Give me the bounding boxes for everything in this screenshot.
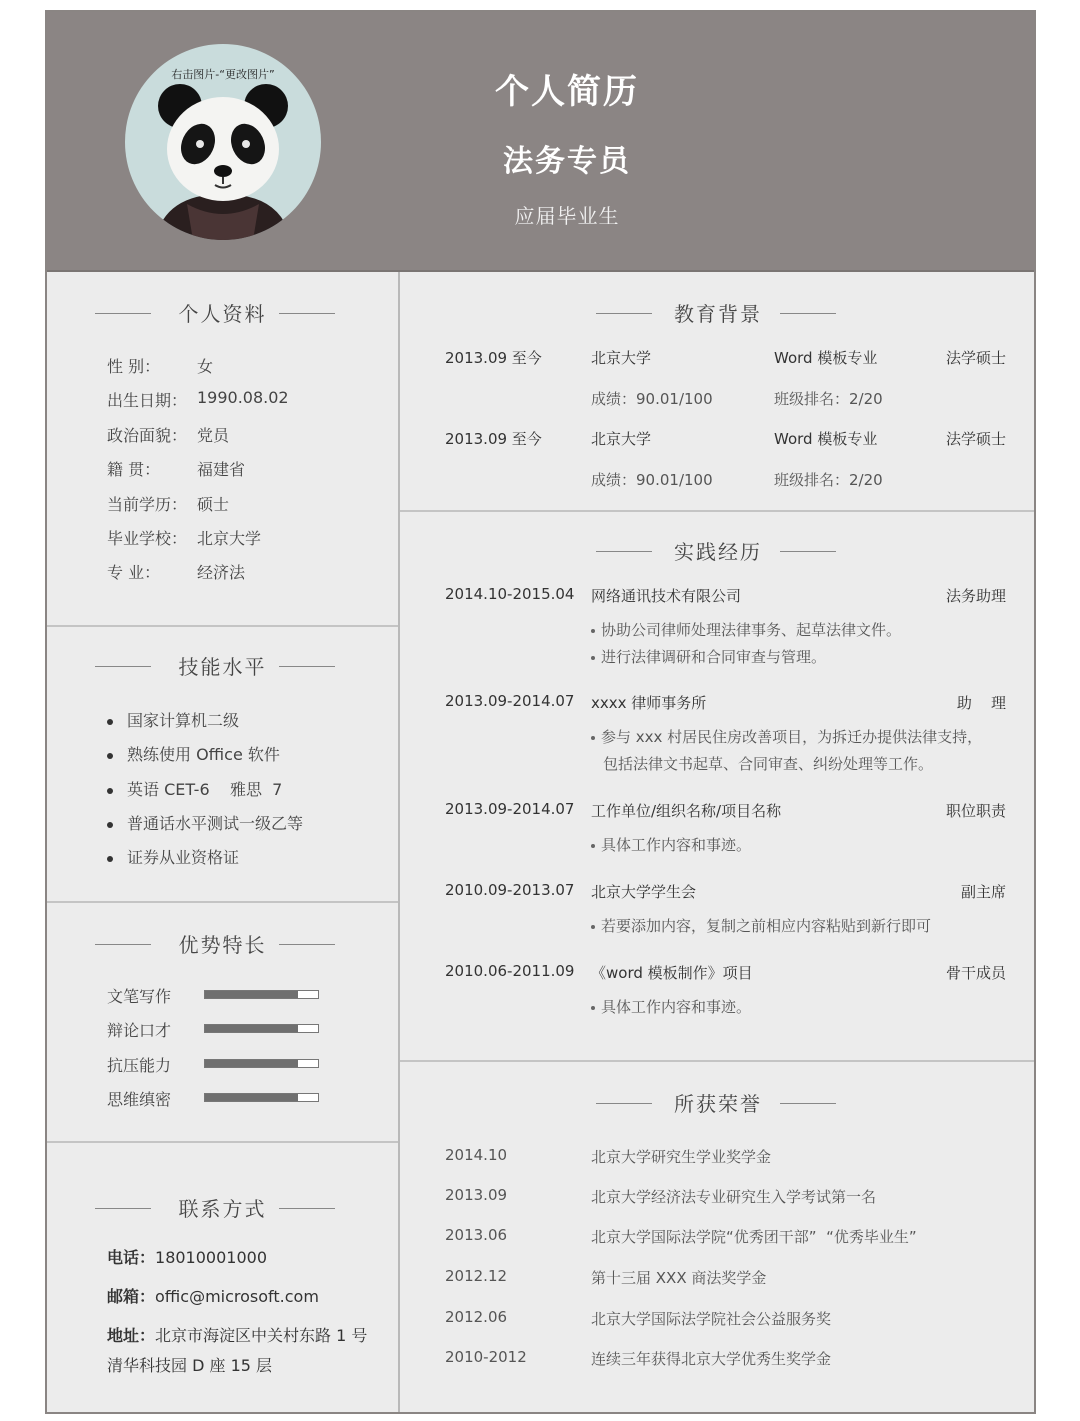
skills-section [47, 627, 398, 903]
honor-date: 2012.12 [445, 1267, 508, 1285]
section-title: 所获荣誉 [674, 1092, 762, 1116]
resume-header [47, 12, 1034, 272]
edu-date: 2013.09 至今 [445, 430, 542, 448]
contact-address-line2: 清华科技园 D 座 15 层 [107, 1356, 273, 1375]
edu-rank: 班级排名：2/20 [774, 471, 883, 489]
honor-text: 北京大学国际法学院“优秀团干部” “优秀毕业生” [591, 1228, 917, 1246]
skill-item: 证券从业资格证 [107, 845, 239, 868]
edu-major: Word 模板专业 [774, 430, 878, 448]
practice-org: xxxx 律师事务所 [591, 694, 707, 712]
section-title: 实践经历 [674, 540, 762, 564]
edu-school: 北京大学 [591, 349, 652, 367]
strength-bar [204, 1093, 319, 1102]
practice-bullet-continuation: 包括法律文书起草、合同审查、纠纷处理等工作。 [603, 755, 934, 773]
bullet-icon [107, 753, 113, 759]
bullet-icon [591, 736, 595, 740]
section-title: 教育背景 [674, 302, 762, 326]
practice-date: 2010.09-2013.07 [445, 881, 575, 899]
strength-label: 文笔写作 [107, 987, 172, 1006]
contact-email[interactable]: 邮箱：offic@microsoft.com [107, 1287, 319, 1306]
candidate-status: 应届毕业生 [514, 204, 620, 228]
strength-bar [204, 1059, 319, 1068]
practice-bullet: 参与 xxx 村居民住房改善项目，为拆迁办提供法律支持， [591, 726, 982, 747]
strength-label: 辩论口才 [107, 1021, 172, 1040]
edu-date: 2013.09 至今 [445, 349, 542, 367]
right-column [400, 272, 1036, 1414]
education-section [400, 272, 1036, 512]
honor-date: 2014.10 [445, 1146, 508, 1164]
section-heading [47, 651, 398, 681]
practice-role: 副主席 [960, 883, 1006, 901]
contact-section [47, 1143, 398, 1414]
skill-item: 英语 CET-6 雅思 7 [107, 777, 282, 800]
section-title: 技能水平 [178, 655, 267, 679]
strength-bar-fill [205, 1025, 298, 1032]
strength-bar-fill [205, 1060, 298, 1067]
edu-major: Word 模板专业 [774, 349, 878, 367]
personal-info-section: 个人资料 性 别： 女 出生日期： 1990.08.02 政治面貌： 党员 籍 贯： 福建省 当前学历： 硕士 毕业学校： 北京大学 专 业： 经济法 [47, 272, 398, 627]
strength-label: 抗压能力 [107, 1056, 172, 1075]
honor-text: 北京大学国际法学院社会公益服务奖 [591, 1310, 832, 1328]
contact-address: 地址：北京市海淀区中关村东路 1 号 [107, 1326, 368, 1345]
section-heading [47, 929, 398, 959]
divider [279, 313, 335, 314]
resume-page [45, 10, 1036, 1414]
practice-bullet: 协助公司律师处理法律事务、起草法律文件。 [591, 619, 901, 640]
strength-bar [204, 990, 319, 999]
resume-title: 个人简历 [495, 72, 639, 112]
divider [279, 666, 335, 667]
honor-date: 2013.09 [445, 1186, 508, 1204]
bullet-icon [591, 656, 595, 660]
edu-school: 北京大学 [591, 430, 652, 448]
bullet-icon [107, 856, 113, 862]
practice-bullet: 具体工作内容和事迹。 [591, 996, 751, 1017]
strengths-section [47, 903, 398, 1143]
section-title: 个人资料 [178, 302, 267, 326]
practice-date: 2010.06-2011.09 [445, 962, 575, 980]
skill-item: 熟练使用 Office 软件 [107, 742, 280, 765]
edu-score: 成绩：90.01/100 [591, 471, 713, 489]
honor-date: 2012.06 [445, 1308, 508, 1326]
honor-text: 第十三届 XXX 商法奖学金 [591, 1269, 767, 1287]
edu-degree: 法学硕士 [945, 349, 1006, 367]
left-column [47, 272, 400, 1414]
honor-text: 连续三年获得北京大学优秀生奖学金 [591, 1350, 832, 1368]
practice-org: 网络通讯技术有限公司 [591, 587, 742, 605]
practice-org: 工作单位/组织名称/项目名称 [591, 802, 782, 820]
divider [780, 551, 836, 552]
practice-role: 骨干成员 [945, 964, 1006, 982]
bullet-icon [107, 788, 113, 794]
strength-bar-fill [205, 991, 298, 998]
strength-bar-fill [205, 1094, 298, 1101]
section-heading [47, 1193, 398, 1223]
edu-degree: 法学硕士 [945, 430, 1006, 448]
section-title: 优势特长 [178, 933, 267, 957]
practice-role: 法务助理 [945, 587, 1006, 605]
honor-text: 北京大学经济法专业研究生入学考试第一名 [591, 1188, 877, 1206]
practice-org: 《word 模板制作》项目 [591, 964, 753, 982]
practice-section [400, 512, 1036, 1062]
honor-date: 2013.06 [445, 1226, 508, 1244]
honor-text: 北京大学研究生学业奖学金 [591, 1148, 772, 1166]
practice-date: 2014.10-2015.04 [445, 585, 575, 603]
practice-date: 2013.09-2014.07 [445, 692, 575, 710]
skill-item: 普通话水平测试一级乙等 [107, 811, 303, 834]
profile-photo[interactable] [125, 44, 321, 240]
section-heading [47, 298, 398, 328]
bullet-icon [591, 925, 595, 929]
practice-bullet: 具体工作内容和事迹。 [591, 834, 751, 855]
practice-org: 北京大学学生会 [591, 883, 697, 901]
practice-role: 助 理 [956, 694, 1006, 712]
section-heading [400, 536, 1036, 566]
section-heading [400, 1088, 1036, 1118]
strength-label: 思维缜密 [107, 1090, 172, 1109]
skill-item: 国家计算机二级 [107, 708, 239, 731]
contact-phone: 电话：18010001000 [107, 1248, 267, 1267]
bullet-icon [107, 822, 113, 828]
divider [780, 1103, 836, 1104]
honors-section [400, 1062, 1036, 1414]
practice-bullet: 进行法律调研和合同审查与管理。 [591, 646, 826, 667]
bullet-icon [591, 1006, 595, 1010]
section-heading [400, 298, 1036, 328]
practice-bullet: 若要添加内容，复制之前相应内容粘贴到新行即可 [591, 915, 931, 936]
edu-score: 成绩：90.01/100 [591, 390, 713, 408]
edu-rank: 班级排名：2/20 [774, 390, 883, 408]
divider [279, 1208, 335, 1209]
section-title: 联系方式 [178, 1197, 267, 1221]
strength-bar [204, 1024, 319, 1033]
job-title: 法务专员 [503, 144, 631, 179]
photo-change-hint: 右击图片-“更改图片” [171, 68, 275, 81]
practice-date: 2013.09-2014.07 [445, 800, 575, 818]
bullet-icon [107, 719, 113, 725]
divider [279, 944, 335, 945]
practice-role: 职位职责 [945, 802, 1006, 820]
bullet-icon [591, 844, 595, 848]
bullet-icon [591, 629, 595, 633]
honor-date: 2010-2012 [445, 1348, 527, 1366]
divider [780, 313, 836, 314]
